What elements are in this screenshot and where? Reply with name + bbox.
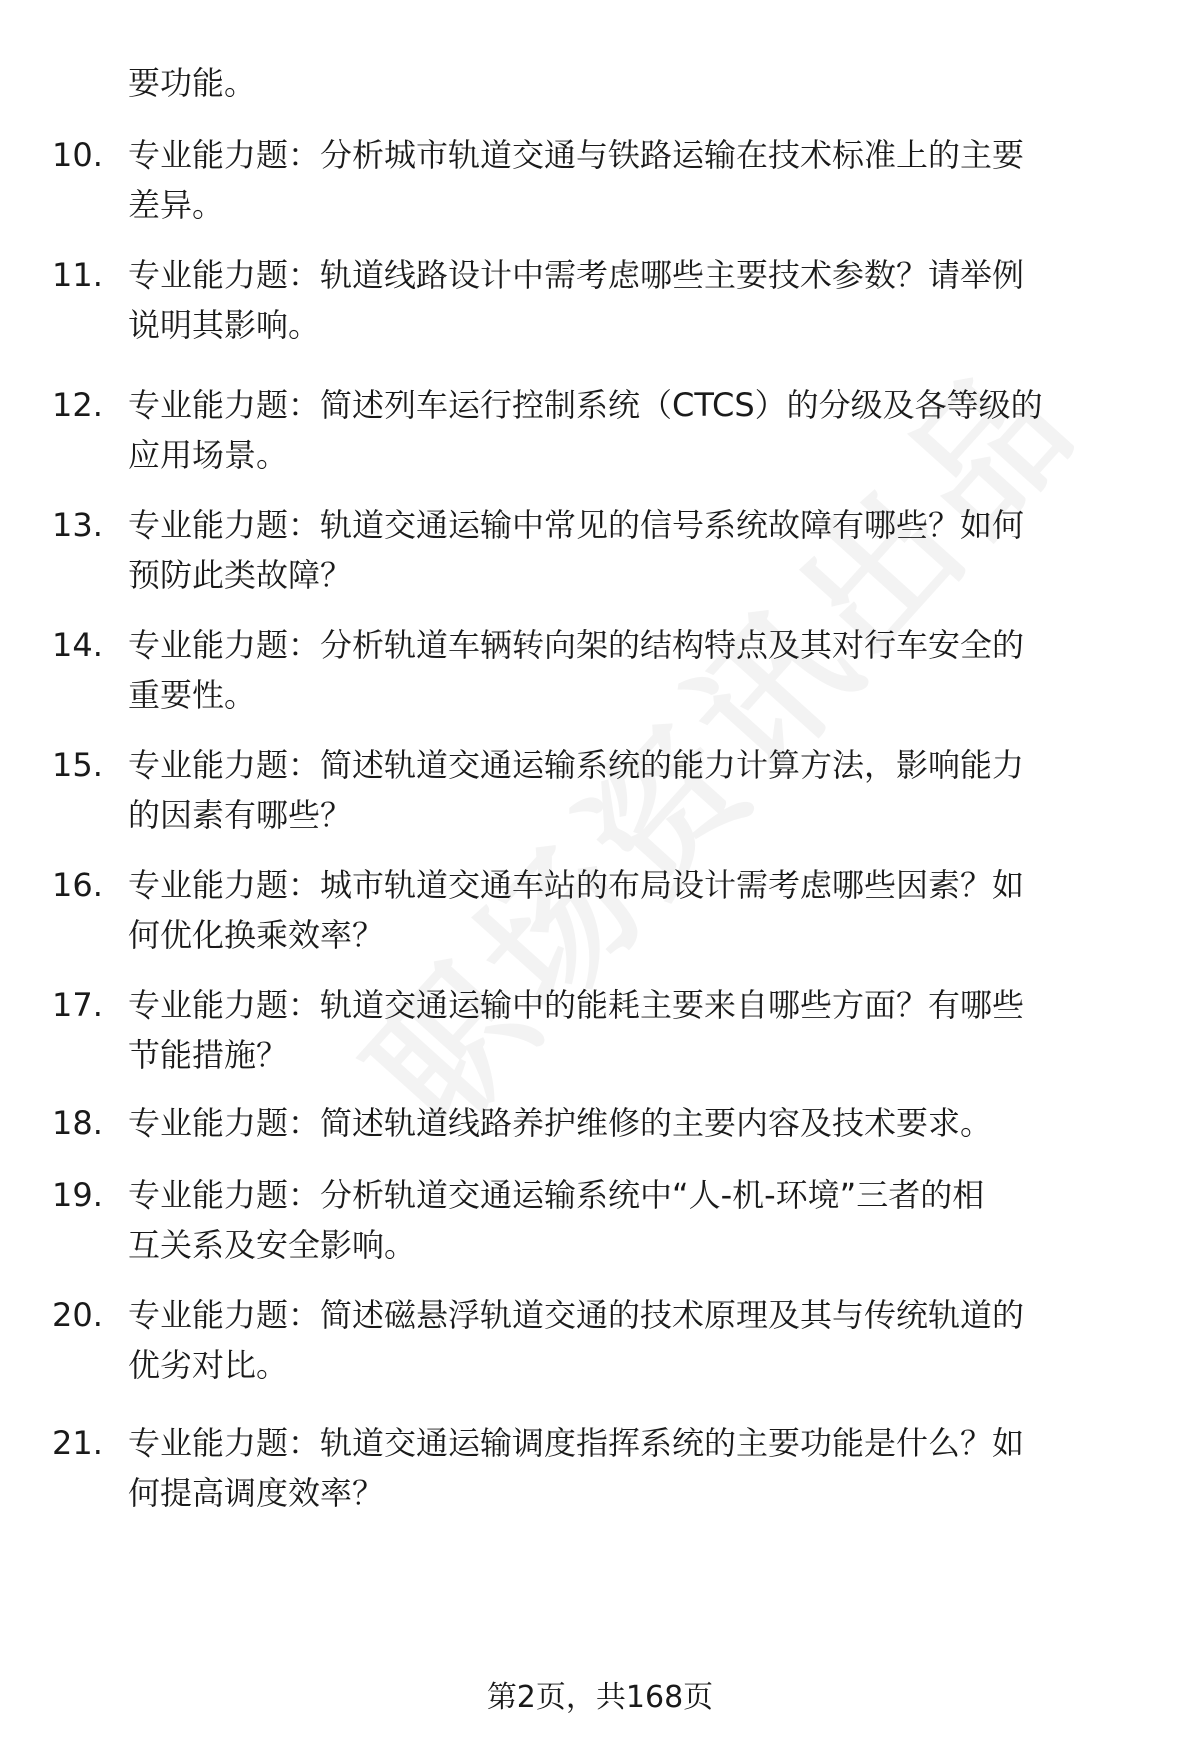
question-line: 重要性。 — [128, 676, 257, 714]
question-text — [128, 1418, 1024, 1518]
question-number: 10. — [52, 136, 103, 174]
question-number: 17. — [52, 986, 103, 1024]
question-number: 18. — [52, 1104, 103, 1142]
question-line: 互关系及安全影响。 — [128, 1226, 417, 1264]
continuation-text: 要功能。 — [128, 64, 257, 102]
question-line: 专业能力题：分析轨道车辆转向架的结构特点及其对行车安全的 — [128, 626, 1025, 664]
question-number: 15. — [52, 746, 103, 784]
question-text — [128, 980, 1024, 1080]
question-text — [128, 500, 1024, 600]
question-text — [128, 1170, 984, 1270]
question-line: 应用场景。 — [128, 436, 289, 474]
question-text — [128, 380, 1043, 480]
question-number: 13. — [52, 506, 103, 544]
question-line: 专业能力题：简述磁悬浮轨道交通的技术原理及其与传统轨道的 — [128, 1296, 1025, 1334]
question-line: 何优化换乘效率？ — [128, 916, 385, 954]
question-line: 的因素有哪些？ — [128, 796, 353, 834]
question-line: 专业能力题：简述列车运行控制系统（CTCS）的分级及各等级的 — [128, 386, 1043, 424]
question-number: 20. — [52, 1296, 103, 1334]
question-line: 差异。 — [128, 186, 225, 224]
question-line: 专业能力题：城市轨道交通车站的布局设计需考虑哪些因素？如 — [128, 866, 1025, 904]
question-number: 12. — [52, 386, 103, 424]
question-number: 11. — [52, 256, 103, 294]
question-line: 说明其影响。 — [128, 306, 321, 344]
question-line: 优劣对比。 — [128, 1346, 289, 1384]
question-line: 节能措施？ — [128, 1036, 289, 1074]
question-line: 专业能力题：轨道交通运输中的能耗主要来自哪些方面？有哪些 — [128, 986, 1025, 1024]
question-line: 预防此类故障？ — [128, 556, 353, 594]
question-line: 何提高调度效率？ — [128, 1474, 385, 1512]
question-number: 19. — [52, 1176, 103, 1214]
question-text — [128, 130, 1024, 230]
question-text — [128, 620, 1024, 720]
question-number: 14. — [52, 626, 103, 664]
question-line: 专业能力题：分析轨道交通运输系统中“人-机-环境”三者的相 — [128, 1176, 985, 1214]
question-text — [128, 1098, 992, 1148]
question-number: 16. — [52, 866, 103, 904]
question-line: 专业能力题：分析城市轨道交通与铁路运输在技术标准上的主要 — [128, 136, 1025, 174]
page-footer: 第2页，共168页 — [486, 1680, 714, 1715]
question-text — [128, 250, 1024, 350]
question-line: 专业能力题：简述轨道交通运输系统的能力计算方法，影响能力 — [128, 746, 1025, 784]
question-text — [128, 740, 1024, 840]
question-text — [128, 1290, 1024, 1390]
question-line: 专业能力题：轨道线路设计中需考虑哪些主要技术参数？请举例 — [128, 256, 1025, 294]
question-number: 21. — [52, 1424, 103, 1462]
question-line: 专业能力题：轨道交通运输调度指挥系统的主要功能是什么？如 — [128, 1424, 1025, 1462]
question-text — [128, 860, 1024, 960]
question-line: 专业能力题：简述轨道线路养护维修的主要内容及技术要求。 — [128, 1104, 993, 1142]
question-line: 专业能力题：轨道交通运输中常见的信号系统故障有哪些？如何 — [128, 506, 1025, 544]
